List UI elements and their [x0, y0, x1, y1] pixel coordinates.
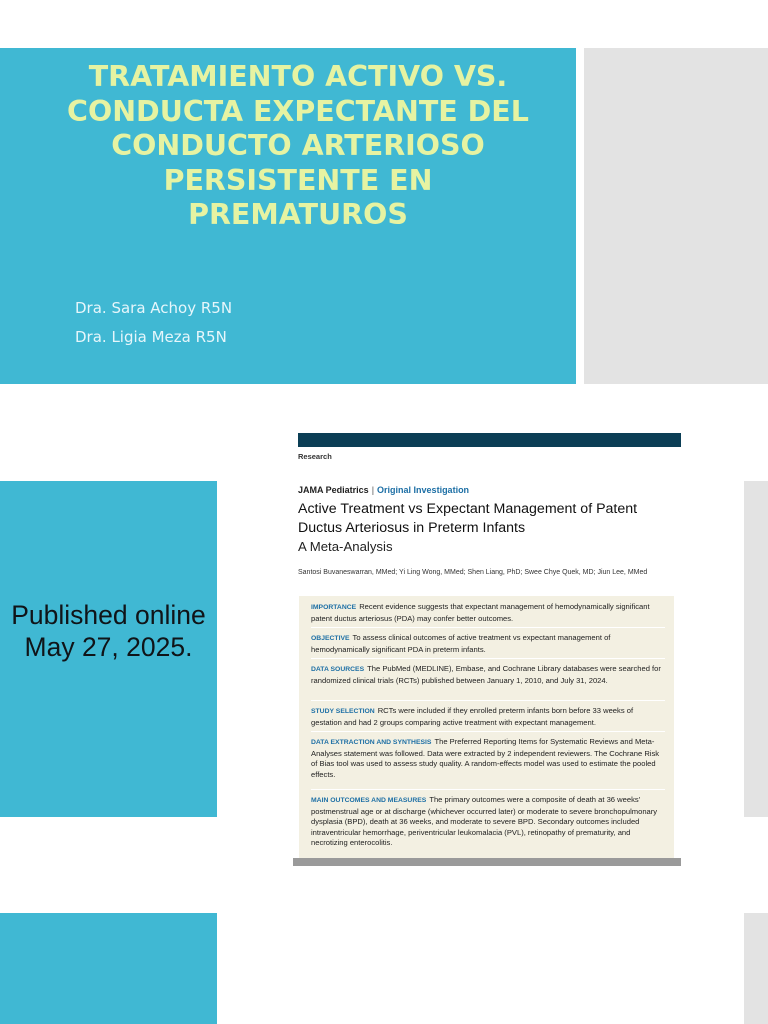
- abstract-label: MAIN OUTCOMES AND MEASURES: [311, 797, 427, 804]
- title-side-panel: [584, 48, 768, 384]
- paper-journal-line: [298, 485, 469, 495]
- next-slide-panel: [0, 913, 217, 1024]
- abstract-study-selection: [311, 706, 661, 728]
- paper-header-bar: [298, 433, 681, 447]
- abstract-text: To assess clinical outcomes of active treatment vs expectant management of hemodynamically significant PDA in preterm infants.: [311, 633, 611, 654]
- abstract-text: The primary outcomes were a composite of death at 36 weeks' postmenstrual age or at discharge (whichever occurred later) or moderate to severe bronchopulmonary dysplasia (BPD), death at 36 weeks, and moderate to severe BPD. Secondary outcomes included intraventricular hemorrhage, periventricular leukomalacia (PVL), retinopathy of prematurity, and necrotizing enterocolitis.: [311, 795, 658, 848]
- abstract-box: [299, 596, 674, 858]
- abstract-divider: [311, 700, 665, 701]
- paper-title: Active Treatment vs Expectant Management of Patent Ductus Arteriosus in Preterm Infants: [298, 501, 638, 536]
- abstract-objective: [311, 633, 661, 655]
- title-panel: [0, 48, 576, 384]
- abstract-label: STUDY SELECTION: [311, 708, 375, 715]
- abstract-data-sources: [311, 664, 661, 686]
- abstract-importance: [311, 602, 661, 624]
- abstract-label: DATA EXTRACTION AND SYNTHESIS: [311, 739, 432, 746]
- abstract-text: RCTs were included if they enrolled preterm infants born before 33 weeks of gestation and had 2 groups comparing active treatment with expectant management.: [311, 706, 634, 727]
- journal-separator: |: [371, 485, 375, 495]
- abstract-label: OBJECTIVE: [311, 635, 350, 642]
- paper-subtitle: A Meta-Analysis: [298, 539, 393, 554]
- author-list: [75, 294, 232, 352]
- abstract-label: IMPORTANCE: [311, 604, 357, 611]
- next-slide-edge: [744, 913, 768, 1024]
- abstract-divider: [311, 731, 665, 732]
- author-1: Dra. Sara Achoy R5N: [75, 299, 233, 317]
- abstract-label: DATA SOURCES: [311, 666, 365, 673]
- article-section: Original Investigation: [377, 485, 470, 495]
- publication-panel: [0, 481, 217, 817]
- abstract-data-extraction: [311, 737, 661, 780]
- paper-authors: Santosi Buvaneswarran, MMed; Yi Ling Wong, MMed; Shen Liang, PhD; Swee Chye Quek, MD; Jiun Lee, MMed: [298, 569, 648, 576]
- abstract-divider: [311, 658, 665, 659]
- journal-name: JAMA Pediatrics: [298, 485, 369, 495]
- right-edge-panel: [744, 481, 768, 817]
- abstract-text: Recent evidence suggests that expectant management of hemodynamically significant patent ductus arteriosus (PDA) may confer better outcomes.: [311, 602, 650, 623]
- presentation-title: TRATAMIENTO ACTIVO VS. CONDUCTA EXPECTANTE DEL CONDUCTO ARTERIOSO PERSISTENTE EN PREMATUROS: [67, 60, 529, 231]
- abstract-divider: [311, 789, 665, 790]
- author-2: Dra. Ligia Meza R5N: [75, 328, 227, 346]
- abstract-text: The PubMed (MEDLINE), Embase, and Cochrane Library databases were searched for randomized clinical trials (RCTs) published between January 1, 2010, and July 31, 2024.: [311, 664, 661, 685]
- abstract-main-outcomes: [311, 795, 661, 849]
- published-date-note: Published online May 27, 2025.: [11, 600, 206, 662]
- paper-research-label: Research: [298, 452, 332, 461]
- abstract-text: The Preferred Reporting Items for Systematic Reviews and Meta-Analyses statement was followed. Data were extracted by 2 independent reviewers. The Cochrane Risk of Bias tool was used to assess study quality. A random-effects model was used to estimate the pooled effects.: [311, 737, 660, 779]
- abstract-divider: [311, 627, 665, 628]
- paper-bottom-bar: [293, 858, 681, 866]
- paper-screenshot: [293, 433, 681, 866]
